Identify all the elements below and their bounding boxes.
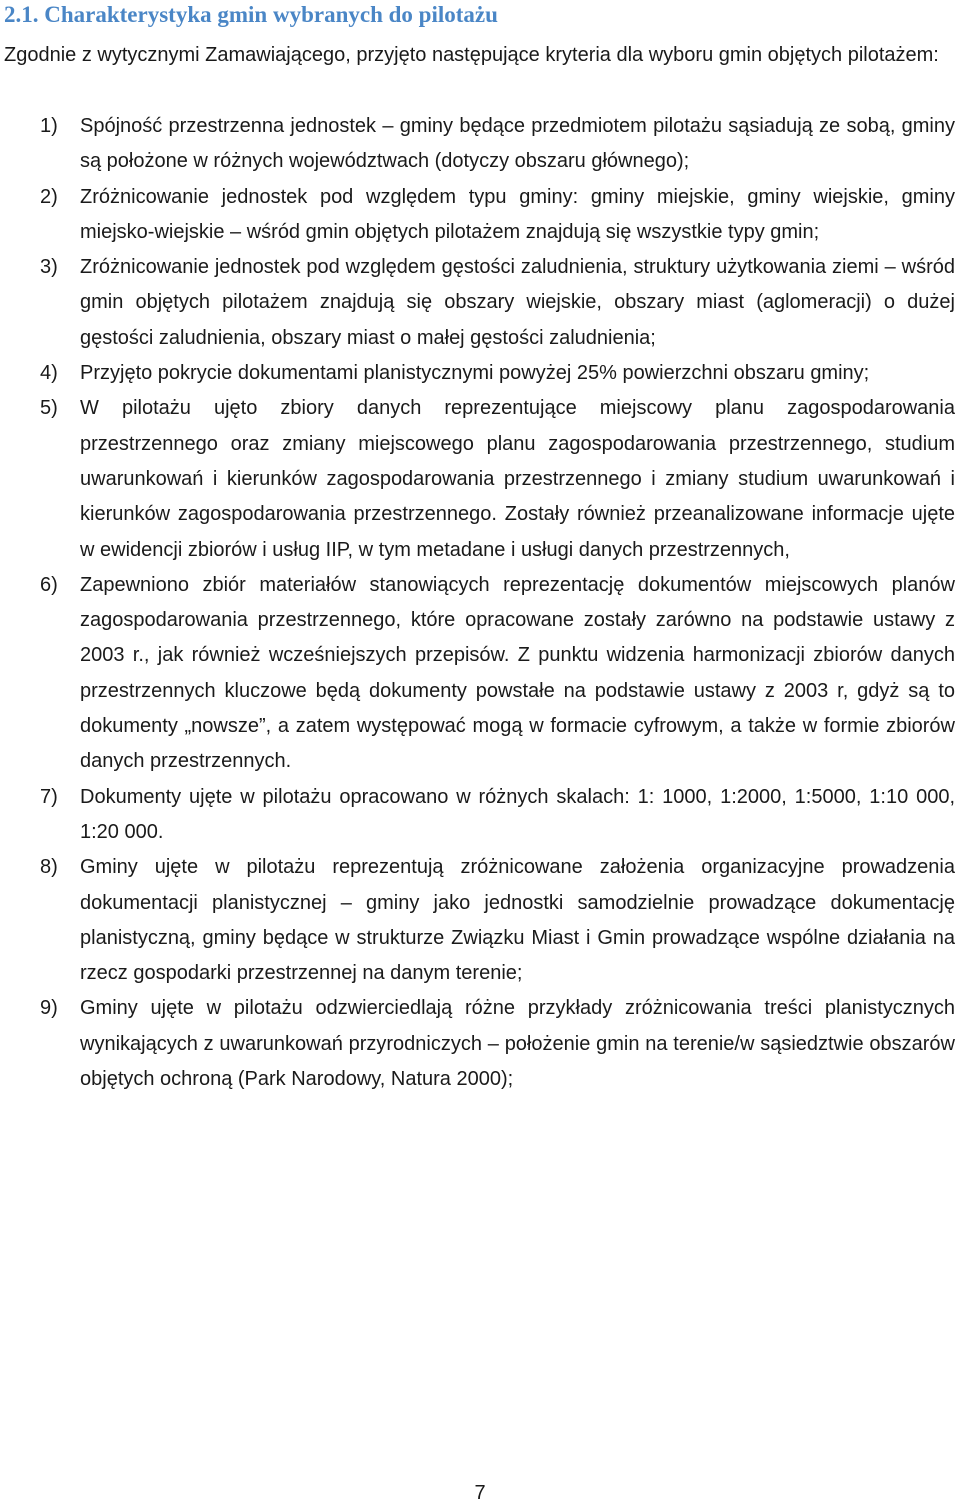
list-item-text: Gminy ujęte w pilotażu reprezentują zróżnicowane założenia organizacyjne prowadzenia dokumentacji planistycznej – gminy jako jednostki samodzielnie prowadzące dokumentację planistyczną, gminy będące w strukturze Związku Miast i Gmin prowadzące wspólne działania na rzecz gospodarki przestrzennej na danym terenie; xyxy=(80,856,955,985)
list-item xyxy=(0,391,955,567)
section-heading: 2.1. Charakterystyka gmin wybranych do pilotażu xyxy=(4,2,498,27)
page-number: 7 xyxy=(474,1482,486,1504)
list-item xyxy=(0,568,955,780)
list-item xyxy=(0,109,955,180)
list-item-number: 1) xyxy=(40,115,58,137)
list-item-number: 7) xyxy=(40,785,58,808)
list-item-number: 9) xyxy=(40,997,58,1020)
list-item xyxy=(0,356,955,391)
intro-paragraph: Zgodnie z wytycznymi Zamawiającego, przyjęto następujące kryteria dla wyboru gmin objętych pilotażem: xyxy=(4,44,939,66)
list-item-text: Zapewniono zbiór materiałów stanowiących reprezentację dokumentów miejscowych planów zagospodarowania przestrzennego, które opracowane zostały zarówno na podstawie ustawy z 2003 r., jak również wcześniejszych przepisów. Z punktu widzenia harmonizacji zbiorów danych przestrzennych kluczowe będą dokumenty powstałe na podstawie ustawy z 2003 r, gdyż są to dokumenty „nowsze”, a zatem występować mogą w formacie cyfrowym, a także w formie zbiorów danych przestrzennych. xyxy=(80,573,955,773)
list-item-number: 4) xyxy=(40,362,58,385)
list-item-text: Dokumenty ujęte w pilotażu opracowano w różnych skalach: 1: 1000, 1:2000, 1:5000, 1:10 000, 1:20 000. xyxy=(80,785,955,843)
criteria-list xyxy=(0,109,955,1097)
list-item-text: Przyjęto pokrycie dokumentami planistycznymi powyżej 25% powierzchni obszaru gminy; xyxy=(80,362,870,385)
list-item-number: 2) xyxy=(40,185,58,208)
list-item xyxy=(0,250,955,356)
list-item xyxy=(0,780,955,851)
list-item-text: Gminy ujęte w pilotażu odzwierciedlają różne przykłady zróżnicowania treści planistycznych wynikających z uwarunkowań przyrodniczych – położenie gmin na terenie/w sąsiedztwie obszarów objętych ochroną (Park Narodowy, Natura 2000); xyxy=(80,997,955,1091)
list-item-text: W pilotażu ujęto zbiory danych reprezentujące miejscowy planu zagospodarowania przestrzennego oraz zmiany miejscowego planu zagospodarowania przestrzennego, studium uwarunkowań i kierunków zagospodarowania przestrzennego i zmiany studium uwarunkowań i kierunków zagospodarowania przestrzennego. Zostały również przeanalizowane informacje ujęte w ewidencji zbiorów i usług IIP, w tym metadane i usługi danych przestrzennych, xyxy=(80,397,955,561)
list-item xyxy=(0,180,955,251)
list-item-number: 3) xyxy=(40,256,58,279)
list-item-text: Zróżnicowanie jednostek pod względem typu gminy: gminy miejskie, gminy wiejskie, gminy miejsko-wiejskie – wśród gmin objętych pilotażem znajdują się wszystkie typy gmin; xyxy=(80,185,955,243)
list-item xyxy=(0,850,955,991)
list-item-text: Spójność przestrzenna jednostek – gminy będące przedmiotem pilotażu sąsiadują ze sobą, gminy są położone w różnych województwach (dotyczy obszaru głównego); xyxy=(80,115,955,173)
list-item xyxy=(0,991,955,1097)
list-item-number: 8) xyxy=(40,856,58,879)
list-item-number: 6) xyxy=(40,573,58,596)
list-item-text: Zróżnicowanie jednostek pod względem gęstości zaludnienia, struktury użytkowania ziemi – wśród gmin objętych pilotażem znajdują się obszary wiejskie, obszary miast (aglomeracji) o dużej gęstości zaludnienia, obszary miast o małej gęstości zaludnienia; xyxy=(80,256,955,349)
list-item-number: 5) xyxy=(40,397,58,420)
